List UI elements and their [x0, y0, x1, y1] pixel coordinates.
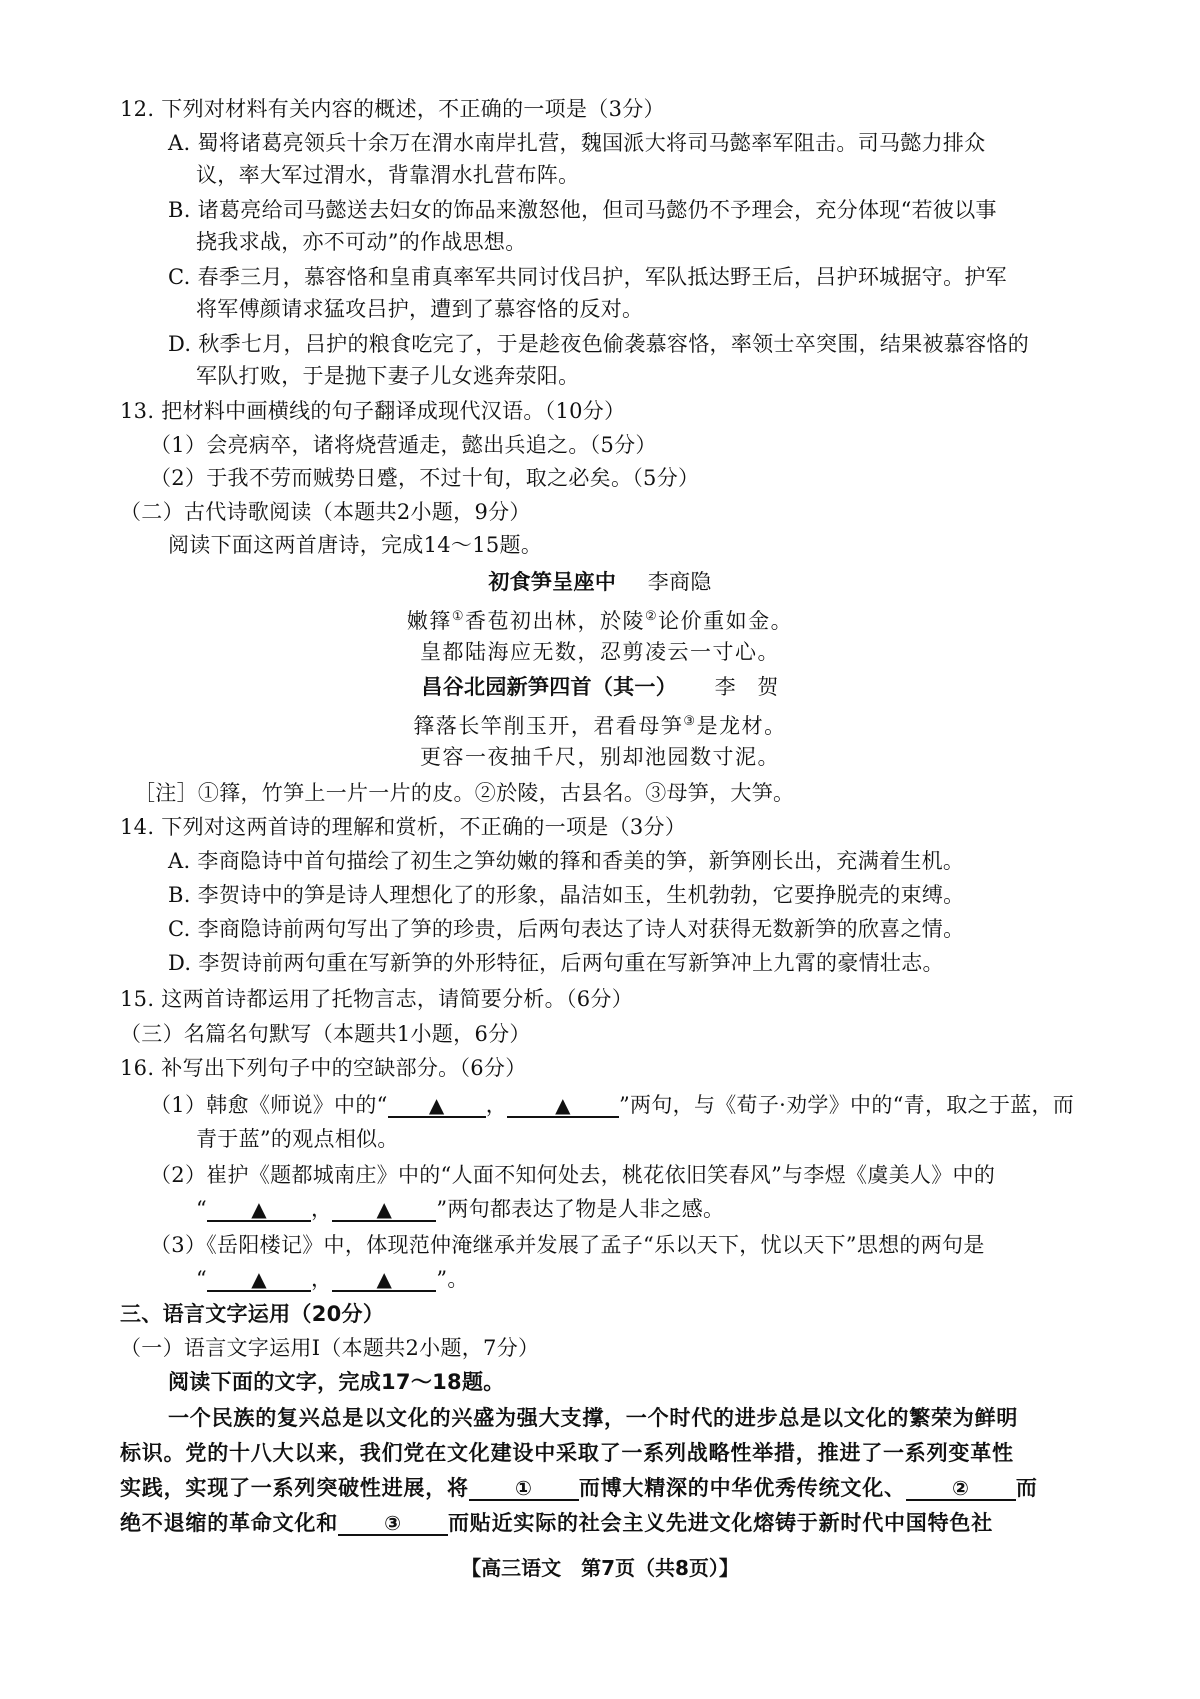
passage-line-3-text-c: 而: [1015, 1476, 1038, 1500]
answer-blank[interactable]: [388, 1094, 486, 1118]
circled-one-marker: ①: [514, 1476, 533, 1500]
poem-1-line-2: 皇都陆海应无数，忍剪凌云一寸心。: [420, 640, 780, 664]
answer-blank[interactable]: [207, 1198, 311, 1222]
q14-option-c: C. 李商隐诗前两句写出了笋的珍贵，后两句表达了诗人对获得无数新笋的欣喜之情。: [168, 917, 965, 941]
q12-option-b-line1: B. 诸葛亮给司马懿送去妇女的饰品来激怒他，但司马懿仍不予理会，充分体现“若彼以事: [168, 198, 997, 222]
poem-2-heading: [0, 672, 1200, 702]
triangle-marker-icon: ▲: [376, 1267, 393, 1291]
circled-two-marker: ②: [951, 1476, 970, 1500]
passage-line-4-text-b: 而贴近实际的社会主义先进文化熔铸于新时代中国特色社: [448, 1511, 993, 1535]
passage-line-3-text-a: 实践，实现了一系列突破性进展，将: [120, 1476, 469, 1500]
poem-1-line-1-part-a: 嫩箨: [406, 609, 452, 633]
passage-line-4: [120, 1508, 993, 1538]
answer-blank[interactable]: [332, 1268, 436, 1292]
q12-option-d-line1: D. 秋季七月，吕护的粮食吃完了，于是趁夜色偷袭慕容恪，率领士卒突围，结果被慕容恪的: [168, 332, 1030, 356]
q16-item-2-line-1: （2）崔护《题都城南庄》中的“人面不知何处去，桃花依旧笑春风”与李煜《虞美人》中的: [150, 1163, 996, 1187]
triangle-marker-icon: ▲: [251, 1197, 267, 1221]
poem-2-line-1-part-b: 是龙材。: [696, 714, 787, 738]
q16-item-3-line-2: [196, 1264, 469, 1294]
page-footer: 【高三语文 第7页（共8页）】: [461, 1556, 739, 1580]
passage-blank-1[interactable]: [469, 1477, 579, 1501]
poem-notes: ［注］①箨，竹笋上一片一片的皮。②於陵，古县名。③母笋，大笋。: [134, 781, 795, 805]
part-3-title: 三、语言文字运用（20分）: [120, 1302, 385, 1326]
q12-option-b-line2: 挠我求战，亦不可动”的作战思想。: [196, 230, 527, 254]
passage-line-4-text-a: 绝不退缩的革命文化和: [120, 1511, 338, 1535]
q16-item-2-separator: ，: [311, 1197, 333, 1221]
poem-1-line-1-part-b: 香苞初出林，於陵: [465, 609, 645, 633]
triangle-marker-icon: ▲: [555, 1093, 571, 1117]
passage-blank-2[interactable]: [906, 1477, 1016, 1501]
section-2-title: （二）古代诗歌阅读（本题共2小题，9分）: [120, 500, 531, 524]
q16-item-1-line-1: [150, 1090, 1074, 1120]
triangle-marker-icon: ▲: [428, 1093, 445, 1117]
q12-option-a-line1: A. 蜀将诸葛亮领兵十余万在渭水南岸扎营，魏国派大将司马懿率军阻击。司马懿力排众: [168, 131, 986, 155]
poem-2-line-1-part-a: 箨落长竿削玉开，君看母笋: [413, 714, 684, 738]
q16-item-2-line-2: [196, 1194, 724, 1224]
passage-line-3: [120, 1473, 1038, 1503]
poem-2-title: 昌谷北园新笋四首（其一）: [421, 675, 678, 699]
q16-item-3-line-1: （3）《岳阳楼记》中，体现范仲淹继承并发展了孟子“乐以天下，忧以天下”思想的两句是: [150, 1233, 985, 1257]
q16-item-1-separator: ，: [485, 1093, 508, 1117]
poem-1-heading: [0, 567, 1200, 597]
answer-blank[interactable]: [207, 1268, 311, 1292]
q16-item-2-open-quote: “: [196, 1197, 208, 1221]
q16-item-1-text-b: ”两句，与《荀子·劝学》中的“青，取之于蓝，而: [619, 1093, 1075, 1117]
q12-option-c-line2: 将军傅颜请求猛攻吕护，遭到了慕容恪的反对。: [196, 297, 644, 321]
section-2-intro: 阅读下面这两首唐诗，完成14～15题。: [168, 533, 543, 557]
q13-sentence-2: （2）于我不劳而贼势日蹙，不过十旬，取之必矣。（5分）: [150, 466, 700, 490]
triangle-marker-icon: ▲: [376, 1197, 393, 1221]
poem-2-line-1: [0, 707, 1200, 741]
q16-stem: 16. 补写出下列句子中的空缺部分。（6分）: [120, 1056, 527, 1080]
q13-sentence-1: （1）会亮病卒，诸将烧营遁走，懿出兵追之。（5分）: [150, 433, 657, 457]
q16-item-1-text-a: （1）韩愈《师说》中的“: [150, 1093, 388, 1117]
q16-item-3-text-b: ”。: [436, 1267, 469, 1291]
note-ref-1: ①: [451, 609, 465, 624]
part-3-subsection-1: （一）语言文字运用Ⅰ（本题共2小题，7分）: [120, 1336, 540, 1360]
passage-line-3-text-b: 而博大精深的中华优秀传统文化、: [578, 1476, 906, 1500]
passage-blank-3[interactable]: [338, 1512, 448, 1536]
part-3-intro: 阅读下面的文字，完成17～18题。: [168, 1370, 505, 1394]
q13-stem: 13. 把材料中画横线的句子翻译成现代汉语。（10分）: [120, 399, 626, 423]
q12-option-c-line1: C. 春季三月，慕容恪和皇甫真率军共同讨伐吕护，军队抵达野王后，吕护环城据守。护军: [168, 265, 1007, 289]
passage-line-2: 标识。党的十八大以来，我们党在文化建设中采取了一系列战略性举措，推进了一系列变革性: [120, 1441, 1014, 1465]
q16-item-2-text-b: ”两句都表达了物是人非之感。: [436, 1197, 725, 1221]
answer-blank[interactable]: [507, 1094, 619, 1118]
q16-item-1-line-2: 青于蓝”的观点相似。: [196, 1127, 399, 1151]
poem-1-line-1-part-c: 论价重如金。: [658, 609, 794, 633]
answer-blank[interactable]: [332, 1198, 436, 1222]
q14-option-d: D. 李贺诗前两句重在写新笋的外形特征，后两句重在写新笋冲上九霄的豪情壮志。: [168, 951, 944, 975]
q15-stem: 15. 这两首诗都运用了托物言志，请简要分析。（6分）: [120, 987, 634, 1011]
q16-item-3-separator: ，: [311, 1267, 333, 1291]
poem-2-author: 李 贺: [714, 675, 779, 699]
circled-three-marker: ③: [384, 1511, 402, 1535]
passage-line-1: 一个民族的复兴总是以文化的兴盛为强大支撑，一个时代的进步总是以文化的繁荣为鲜明: [168, 1406, 1019, 1430]
q14-option-b: B. 李贺诗中的笋是诗人理想化了的形象，晶洁如玉，生机勃勃，它要挣脱壳的束缚。: [168, 883, 965, 907]
poem-2-line-2: 更容一夜抽千尺，别却池园数寸泥。: [420, 745, 780, 769]
note-ref-2: ②: [645, 609, 659, 624]
q12-stem: 12. 下列对材料有关内容的概述，不正确的一项是（3分）: [120, 97, 665, 121]
poem-1-author: 李商隐: [647, 570, 712, 594]
poem-1-title: 初食笋呈座中: [488, 570, 617, 594]
triangle-marker-icon: ▲: [251, 1267, 267, 1291]
note-ref-3: ③: [683, 714, 697, 729]
q14-stem: 14. 下列对这两首诗的理解和赏析，不正确的一项是（3分）: [120, 815, 687, 839]
q12-option-d-line2: 军队打败，于是抛下妻子儿女逃奔荥阳。: [196, 364, 580, 388]
q12-option-a-line2: 议，率大军过渭水，背靠渭水扎营布阵。: [196, 163, 580, 187]
section-3-title: （三）名篇名句默写（本题共1小题，6分）: [120, 1022, 531, 1046]
q14-option-a: A. 李商隐诗中首句描绘了初生之笋幼嫩的箨和香美的笋，新笋刚长出，充满着生机。: [168, 849, 965, 873]
q16-item-3-open-quote: “: [196, 1267, 208, 1291]
poem-1-line-1: [0, 602, 1200, 636]
